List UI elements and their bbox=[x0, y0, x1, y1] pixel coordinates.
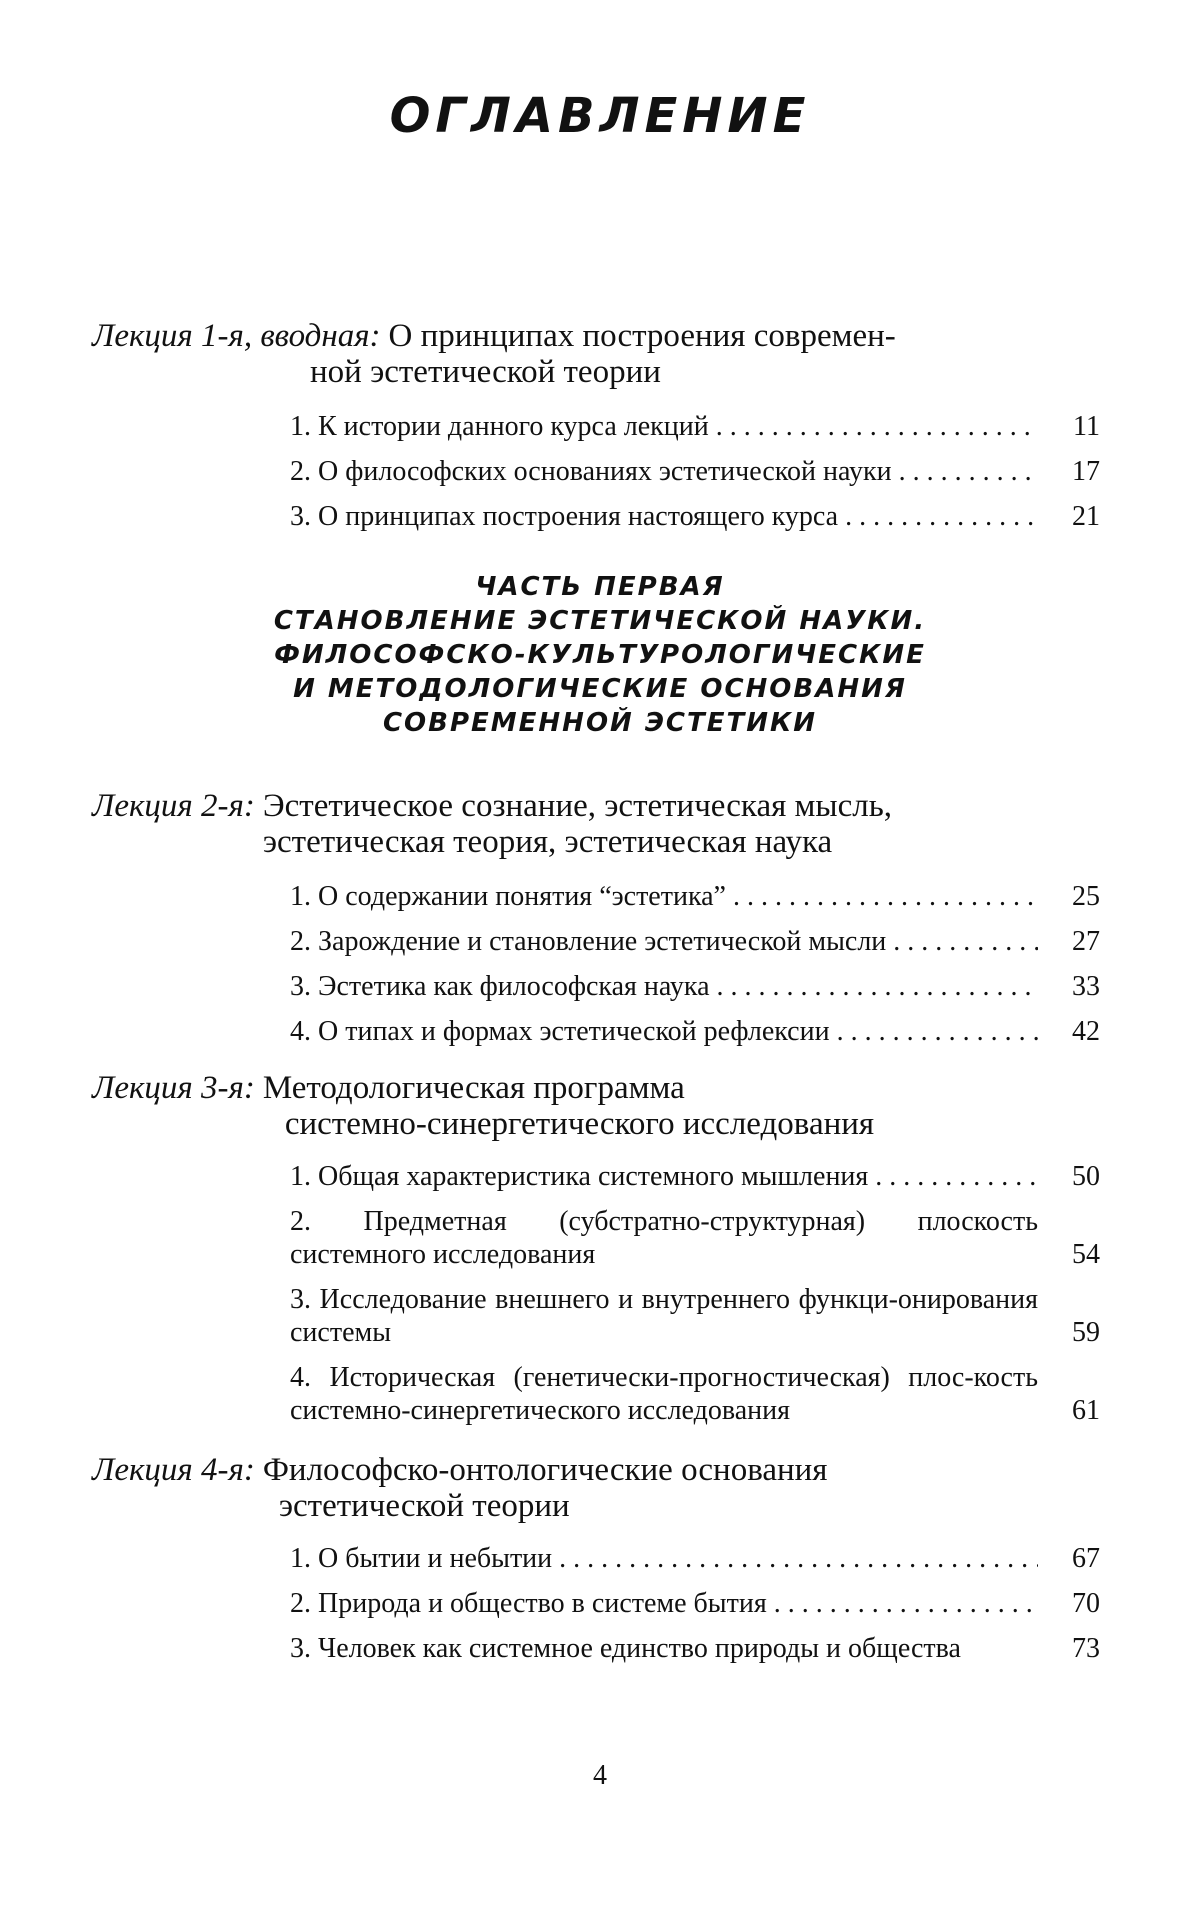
toc-entry[interactable] bbox=[290, 880, 1100, 913]
entry-page: 73 bbox=[1072, 1633, 1100, 1664]
part-line: ЧАСТЬ ПЕРВАЯ bbox=[475, 572, 725, 602]
entry-page: 17 bbox=[1072, 456, 1100, 487]
toc-entry[interactable] bbox=[290, 455, 1100, 488]
part-heading bbox=[0, 570, 1200, 740]
lecture-3-heading bbox=[92, 1070, 1092, 1142]
toc-entry[interactable] bbox=[290, 1015, 1100, 1048]
entry-text: 3. Человек как системное единство природы и общества bbox=[290, 1633, 961, 1664]
toc-entry[interactable] bbox=[290, 1205, 1100, 1271]
toc-entry[interactable] bbox=[290, 1632, 1100, 1665]
entry-page: 27 bbox=[1072, 926, 1100, 957]
entry-page: 61 bbox=[1072, 1395, 1100, 1426]
entry-text: 1. О содержании понятия “эстетика” bbox=[290, 881, 726, 912]
entry-text: 3. Эстетика как философская наука bbox=[290, 971, 710, 1002]
entry-text: 1. О бытии и небытии bbox=[290, 1543, 553, 1574]
lecture-label: Лекция 1-я, вводная: bbox=[92, 318, 381, 354]
entry-text: 1. Общая характеристика системного мышления bbox=[290, 1161, 869, 1192]
lecture-title: Философско-онтологические основания эстетической теории bbox=[262, 1452, 828, 1524]
lecture-4-entries bbox=[290, 1542, 1100, 1677]
toc-entry[interactable] bbox=[290, 1587, 1100, 1620]
toc-entry[interactable] bbox=[290, 1361, 1100, 1427]
entry-text: 1. К истории данного курса лекций bbox=[290, 411, 709, 442]
toc-entry[interactable] bbox=[290, 1283, 1100, 1349]
entry-text: 2. О философских основаниях эстетической науки bbox=[290, 456, 892, 487]
entry-page: 33 bbox=[1072, 971, 1100, 1002]
lecture-title: О принципах построения современ- bbox=[388, 318, 896, 354]
page-number: 4 bbox=[593, 1760, 607, 1791]
entry-page: 11 bbox=[1073, 411, 1100, 442]
toc-entry[interactable] bbox=[290, 410, 1100, 443]
toc-entry[interactable] bbox=[290, 925, 1100, 958]
entry-page: 42 bbox=[1072, 1016, 1100, 1047]
entry-text: 3. О принципах построения настоящего курса bbox=[290, 501, 839, 532]
lecture-title: Методологическая программа системно-синергетического исследования bbox=[262, 1070, 875, 1142]
lecture-title: Эстетическое сознание, эстетическая мысль, эстетическая теория, эстетическая наука bbox=[262, 788, 893, 860]
lecture-3-entries bbox=[290, 1160, 1100, 1439]
entry-page: 54 bbox=[1072, 1239, 1100, 1270]
lecture-label: Лекция 3-я: bbox=[92, 1070, 255, 1106]
lecture-2-entries bbox=[290, 880, 1100, 1060]
toc-entry[interactable] bbox=[290, 500, 1100, 533]
toc-entry[interactable] bbox=[290, 970, 1100, 1003]
entry-text: 2. Зарождение и становление эстетической мысли bbox=[290, 926, 887, 957]
lecture-4-heading bbox=[92, 1452, 1092, 1524]
entry-page: 70 bbox=[1072, 1588, 1100, 1619]
part-line: ФИЛОСОФСКО-КУЛЬТУРОЛОГИЧЕСКИЕ bbox=[274, 640, 926, 670]
entry-page: 59 bbox=[1072, 1317, 1100, 1348]
toc-entry[interactable] bbox=[290, 1542, 1100, 1575]
lecture-title-continuation: ной эстетической теории bbox=[310, 354, 661, 390]
lecture-label: Лекция 4-я: bbox=[92, 1452, 255, 1488]
lecture-2-heading bbox=[92, 788, 1092, 860]
entry-text: 2. Предметная (субстратно-структурная) плоскость системного исследования bbox=[290, 1206, 1038, 1270]
part-line: И МЕТОДОЛОГИЧЕСКИЕ ОСНОВАНИЯ bbox=[293, 674, 907, 704]
entry-text: 3. Исследование внешнего и внутреннего функци-онирования системы bbox=[290, 1284, 1038, 1348]
entry-page: 50 bbox=[1072, 1161, 1100, 1192]
entry-text: 4. Историческая (генетически-прогностическая) плос-кость системно-синергетического исследования bbox=[290, 1362, 1038, 1426]
toc-entry[interactable] bbox=[290, 1160, 1100, 1193]
lecture-1-heading bbox=[92, 318, 1092, 390]
entry-page: 21 bbox=[1072, 501, 1100, 532]
entry-text: 4. О типах и формах эстетической рефлексии bbox=[290, 1016, 830, 1047]
entry-page: 67 bbox=[1072, 1543, 1100, 1574]
entry-text: 2. Природа и общество в системе бытия bbox=[290, 1588, 767, 1619]
page-title: ОГЛАВЛЕНИЕ bbox=[389, 88, 811, 144]
part-line: СТАНОВЛЕНИЕ ЭСТЕТИЧЕСКОЙ НАУКИ. bbox=[273, 606, 927, 636]
part-line: СОВРЕМЕННОЙ ЭСТЕТИКИ bbox=[382, 708, 818, 738]
lecture-1-entries bbox=[290, 410, 1100, 545]
lecture-label: Лекция 2-я: bbox=[92, 788, 255, 824]
entry-page: 25 bbox=[1072, 881, 1100, 912]
